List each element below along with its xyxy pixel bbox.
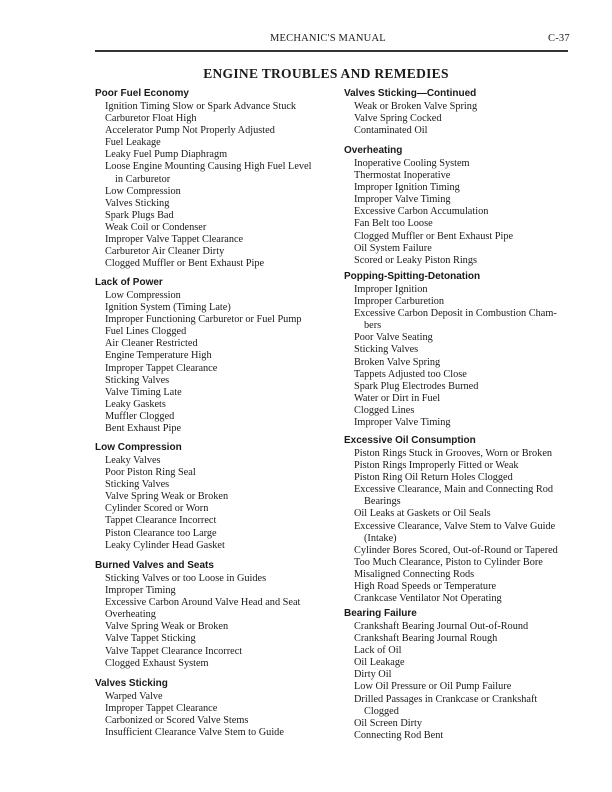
- list-item-continuation: Bearings: [364, 496, 401, 508]
- list-item: Drilled Passages in Crankcase or Crankshaft: [354, 693, 538, 705]
- list-item: Piston Ring Oil Return Holes Clogged: [354, 472, 513, 484]
- list-item: Bent Exhaust Pipe: [105, 423, 182, 435]
- section: [95, 559, 300, 670]
- list-item: Valve Timing Late: [105, 386, 182, 398]
- list-item: Leaky Cylinder Head Gasket: [105, 539, 225, 551]
- list-item: Clogged Muffler or Bent Exhaust Pipe: [354, 230, 514, 242]
- list-item: Crankshaft Bearing Journal Rough: [354, 633, 498, 645]
- list-item: Too Much Clearance, Piston to Cylinder Bore: [354, 556, 543, 568]
- list-item: High Road Speeds or Temperature: [354, 581, 497, 593]
- section-heading: Burned Valves and Seats: [95, 560, 214, 571]
- list-item: Sticking Valves or too Loose in Guides: [105, 573, 267, 584]
- list-item: Clogged Lines: [354, 404, 415, 416]
- list-item: Piston Rings Stuck in Grooves, Worn or Broken: [354, 448, 553, 459]
- section: [344, 434, 558, 605]
- list-item: Poor Piston Ring Seal: [105, 467, 196, 479]
- list-item: Contaminated Oil: [354, 125, 428, 137]
- section: [344, 144, 513, 267]
- list-item: Low Compression: [105, 185, 181, 197]
- list-item: Clogged Exhaust System: [105, 657, 209, 669]
- list-item: Ignition Timing Slow or Spark Advance Stuck: [105, 101, 297, 112]
- section-heading: Lack of Power: [95, 277, 163, 288]
- list-item: Tappets Adjusted too Close: [354, 368, 467, 380]
- list-item: Improper Valve Timing: [354, 194, 451, 206]
- section-heading: Excessive Oil Consumption: [344, 435, 476, 446]
- section: [95, 276, 301, 435]
- list-item: Low Compression: [105, 290, 181, 301]
- list-item: Weak Coil or Condenser: [105, 221, 207, 233]
- list-item: Fuel Lines Clogged: [105, 326, 187, 338]
- list-item: Piston Clearance too Large: [105, 527, 217, 539]
- list-item: Valve Tappet Clearance Incorrect: [105, 645, 243, 657]
- list-item: Improper Valve Tappet Clearance: [105, 234, 244, 246]
- list-item: Misaligned Connecting Rods: [354, 568, 475, 580]
- list-item: Improper Ignition Timing: [354, 182, 460, 194]
- list-item: Air Cleaner Restricted: [105, 338, 198, 350]
- list-item: Excessive Carbon Accumulation: [354, 206, 489, 218]
- list-item: Sticking Valves: [105, 479, 170, 491]
- list-item: Crankshaft Bearing Journal Out-of-Round: [354, 621, 529, 632]
- list-item: Muffler Clogged: [105, 410, 175, 422]
- list-item: Broken Valve Spring: [354, 356, 441, 368]
- list-item: Weak or Broken Valve Spring: [354, 101, 478, 112]
- list-item: Improper Timing: [105, 585, 176, 597]
- section: [344, 270, 557, 429]
- list-item: Leaky Valves: [105, 455, 161, 466]
- list-item: Fuel Leakage: [105, 137, 161, 149]
- list-item: Low Oil Pressure or Oil Pump Failure: [354, 681, 512, 693]
- section: [95, 87, 312, 270]
- list-item-continuation: Clogged: [364, 705, 399, 717]
- section-heading: Valves Sticking: [95, 678, 168, 689]
- list-item: Spark Plugs Bad: [105, 209, 174, 221]
- list-item: Valve Spring Cocked: [354, 113, 442, 125]
- list-item: Clogged Muffler or Bent Exhaust Pipe: [105, 258, 265, 270]
- list-item: Excessive Clearance, Valve Stem to Valve Guide: [354, 520, 556, 532]
- list-item: Overheating: [105, 609, 156, 621]
- list-item: Excessive Clearance, Main and Connecting Rod: [354, 484, 554, 496]
- list-item: Carburetor Air Cleaner Dirty: [105, 246, 225, 258]
- list-item: Improper Ignition: [354, 284, 428, 295]
- list-item: Carburetor Float High: [105, 113, 197, 125]
- list-item: Valves Sticking: [105, 197, 170, 209]
- list-item: Ignition System (Timing Late): [105, 302, 231, 314]
- list-item: Improper Carburetion: [354, 296, 445, 308]
- list-item: Oil Screen Dirty: [354, 717, 423, 729]
- list-item: Accelerator Pump Not Properly Adjusted: [105, 125, 275, 137]
- list-item: Oil System Failure: [354, 242, 432, 254]
- running-title: MECHANIC'S MANUAL: [270, 33, 386, 44]
- list-item: Lack of Oil: [354, 645, 402, 657]
- list-item: Sticking Valves: [354, 344, 419, 356]
- list-item: Leaky Fuel Pump Diaphragm: [105, 149, 228, 161]
- list-item: Oil Leakage: [354, 657, 405, 669]
- list-item: Loose Engine Mounting Causing High Fuel Level: [105, 161, 312, 173]
- list-item: Tappet Clearance Incorrect: [105, 515, 217, 527]
- section: [95, 677, 284, 739]
- list-item: Water or Dirt in Fuel: [354, 392, 441, 404]
- section-heading: Overheating: [344, 145, 403, 156]
- list-item: Insufficient Clearance Valve Stem to Guide: [105, 727, 284, 739]
- list-item: Scored or Leaky Piston Rings: [354, 254, 477, 266]
- list-item: Dirty Oil: [354, 669, 392, 681]
- list-item: Oil Leaks at Gaskets or Oil Seals: [354, 508, 491, 520]
- list-item: Valve Spring Weak or Broken: [105, 621, 229, 633]
- list-item: Sticking Valves: [105, 374, 170, 386]
- section-heading: Low Compression: [95, 442, 182, 453]
- list-item: Carbonized or Scored Valve Stems: [105, 715, 249, 727]
- list-item: Fan Belt too Loose: [354, 218, 433, 230]
- list-item: Cylinder Scored or Worn: [105, 503, 209, 515]
- list-item: Engine Temperature High: [105, 350, 212, 362]
- section-heading: Valves Sticking—Continued: [344, 88, 477, 99]
- list-item: Valve Spring Weak or Broken: [105, 491, 229, 503]
- list-item: Crankcase Ventilator Not Operating: [354, 593, 502, 605]
- header-rule: [95, 50, 568, 52]
- list-item: Poor Valve Seating: [354, 332, 433, 344]
- list-item: Excessive Carbon Deposit in Combustion Cham-: [354, 308, 557, 320]
- section: [344, 607, 537, 742]
- list-item: Warped Valve: [105, 691, 163, 702]
- section-heading: Poor Fuel Economy: [95, 88, 189, 99]
- list-item: Improper Functioning Carburetor or Fuel Pump: [105, 314, 302, 326]
- section: [95, 441, 228, 552]
- list-item: Spark Plug Electrodes Burned: [354, 380, 479, 392]
- list-item: Improper Tappet Clearance: [105, 703, 218, 715]
- section-heading: Popping-Spitting-Detonation: [344, 271, 481, 282]
- page-title: ENGINE TROUBLES AND REMEDIES: [203, 66, 449, 81]
- list-item: Leaky Gaskets: [105, 398, 166, 410]
- list-item-continuation: bers: [364, 320, 382, 332]
- list-item: Improper Tappet Clearance: [105, 362, 218, 374]
- list-item: Piston Rings Improperly Fitted or Weak: [354, 460, 519, 472]
- list-item-continuation: (Intake): [364, 532, 397, 544]
- list-item: Connecting Rod Bent: [354, 729, 444, 741]
- page-number: C-37: [548, 33, 570, 44]
- list-item: Valve Tappet Sticking: [105, 633, 196, 645]
- section: [344, 87, 477, 137]
- list-item: Inoperative Cooling System: [354, 158, 470, 169]
- list-item-continuation: in Carburetor: [115, 173, 171, 185]
- list-item: Improper Valve Timing: [354, 417, 451, 429]
- section-heading: Bearing Failure: [344, 608, 417, 619]
- list-item: Cylinder Bores Scored, Out-of-Round or Tapered: [354, 544, 558, 556]
- list-item: Thermostat Inoperative: [354, 170, 451, 182]
- list-item: Excessive Carbon Around Valve Head and Seat: [105, 597, 301, 609]
